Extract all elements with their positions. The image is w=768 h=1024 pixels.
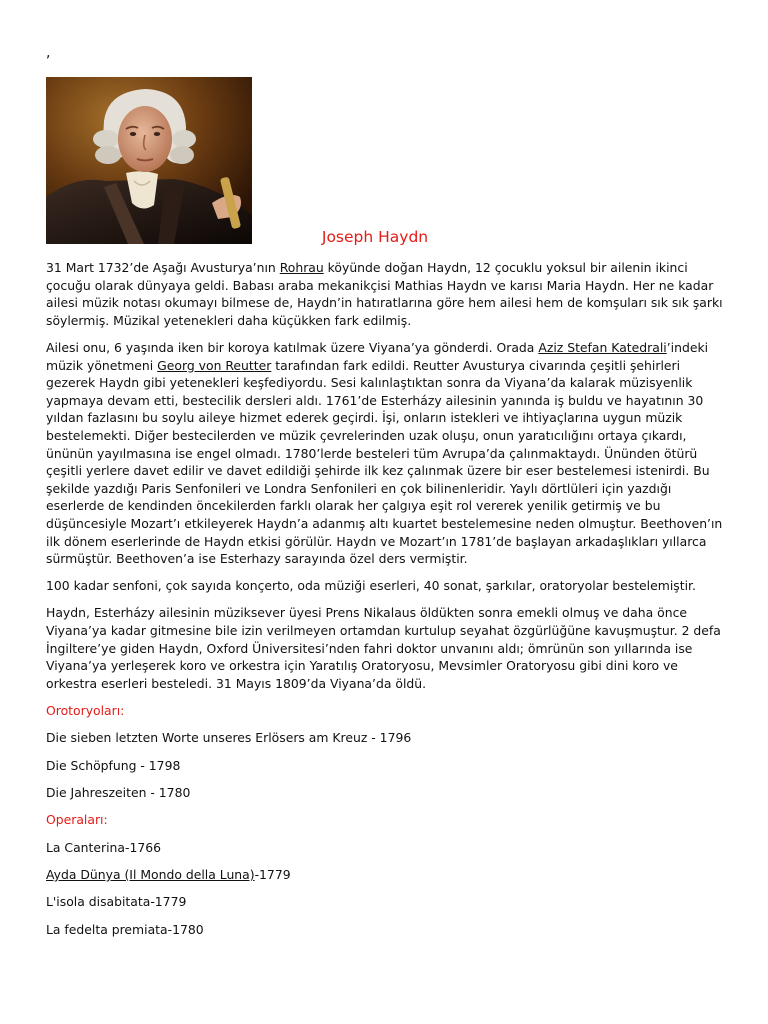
text-segment: tarafından fark edildi. Reutter Avusturya civarında çeşitli şehirleri gezerek Haydn gibi yetenekleri keşfediyordu. Sesi kalınlaştıktan sonra da Viyana’da kalarak müzisyenlik yapmaya devam etti, bestecilik dersleri aldı. 1761’de Esterházy ailesinin yanında iş buldu ve hayatının 30 yıldan fazlasını bu soylu aileye hizmet ederek geçirdi. İşi, onların istekleri ve ihtiyaçlarına uygun müzik bestelemekti. Diğer bestecilerden ve müzik çevrelerinden uzak oluşu, onun yaratıcılığını ortaya çıkardı, ününün yayılmasına ise engel olmadı. 1780’lerde besteleri tüm Avrupa’da çalınmaktaydı. Ününden ötürü çeşitli yerlere davet edilir ve davet edildiği şehirde ilk kez çalınmak üzere bir eser bestelemesi istenirdi. Bu şekilde yazdığı Paris Senfonileri ve Londra Senfonileri en çok bilinenleridir. Yaylı dörtlüleri için yazdığı eserlerde de kendinden öncekilerden farklı olarak her çalgıya eşit rol vererek yenilik getirmiş ve bu düşüncesiyle Mozart’ı etkileyerek Haydn’a adanmış altı kuartet bestelemesine neden olmuştur. Beethoven’ın ilk dönem eserlerinde de Haydn etkisi görülür. Haydn ve Mozart’ın 1781’de başlayan arkadaşlıkları yıllarca sürmüştür. Beethoven’a ise Esterhazy sarayında özel ders vermiştir.: [46, 357, 723, 567]
text-segment: 31 Mart 1732’de Aşağı Avusturya’nın: [46, 260, 280, 275]
link-stefan-cathedral[interactable]: Aziz Stefan Katedrali: [538, 339, 667, 355]
page-title: Joseph Haydn: [321, 228, 429, 246]
opera-item: [46, 866, 724, 884]
link-georg-von-reutter[interactable]: Georg von Reutter: [157, 357, 272, 373]
opera-item: L'isola disabitata-1779: [46, 894, 187, 910]
paragraph-career: [46, 339, 724, 568]
stray-comma: ,: [46, 45, 51, 61]
oratorio-item: Die Schöpfung - 1798: [46, 757, 181, 773]
link-il-mondo-della-luna[interactable]: Ayda Dünya (Il Mondo della Luna): [46, 866, 255, 882]
article-body: [46, 259, 724, 948]
text-segment: Ailesi onu, 6 yaşında iken bir koroya katılmak üzere Viyana’ya gönderdi. Orada: [46, 339, 539, 355]
operas-heading: Operaları:: [46, 812, 108, 828]
haydn-portrait: [46, 77, 252, 244]
paragraph-later-life: Haydn, Esterházy ailesinin müziksever üyesi Prens Nikalaus öldükten sonra emekli olmuş ve daha önce Viyana’ya kadar gitmesine bile izin verilmeyen ortamdan kurtulup seyahat özgürlüğüne kavuşmuştur. 2 defa İngiltere’ye giden Haydn, Oxford Üniversitesi’nden fahri doktor unvanını aldı; ömrünün son yıllarında ise Viyana’ya yerleşerek koro ve orkestra için Yaratılış Oratoryosu, Mevsimler Oratoryosu gibi dini koro ve orkestra eserleri besteledi. 31 Mayıs 1809’da Viyana’da öldü.: [46, 605, 721, 691]
oratorio-item: Die Jahreszeiten - 1780: [46, 785, 191, 800]
text-segment: köyünde doğan Haydn, 12 çocuklu yoksul bir ailenin ikinci çocuğu olarak dünyaya geldi. Babası araba mekanikçisi Mathias Haydn ve karısı Maria Haydn. Her ne kadar ailesi müzik notası okumayı bilmese de, Haydn’in hatıratlarına göre hem ailesi hem de komşuları sık sık şarkı söylermiş. Müzikal yetenekleri daha küçükken fark edilmiş.: [46, 260, 723, 328]
paragraph-works-summary: 100 kadar senfoni, çok sayıda konçerto, oda müziği eserleri, 40 sonat, şarkılar, oratoryolar bestelemiştir.: [46, 578, 696, 594]
opera-item: La Canterina-1766: [46, 839, 162, 855]
oratorio-item: Die sieben letzten Worte unseres Erlösers am Kreuz - 1796: [46, 730, 412, 746]
oratorios-heading: Orotoryoları:: [46, 703, 125, 719]
link-rohrau[interactable]: Rohrau: [279, 260, 324, 275]
text-segment: ’indeki müzik yönetmeni: [46, 339, 709, 373]
opera-item: La fedelta premiata-1780: [46, 921, 204, 937]
text-segment: -1779: [254, 866, 291, 882]
paragraph-birth: [46, 259, 724, 329]
